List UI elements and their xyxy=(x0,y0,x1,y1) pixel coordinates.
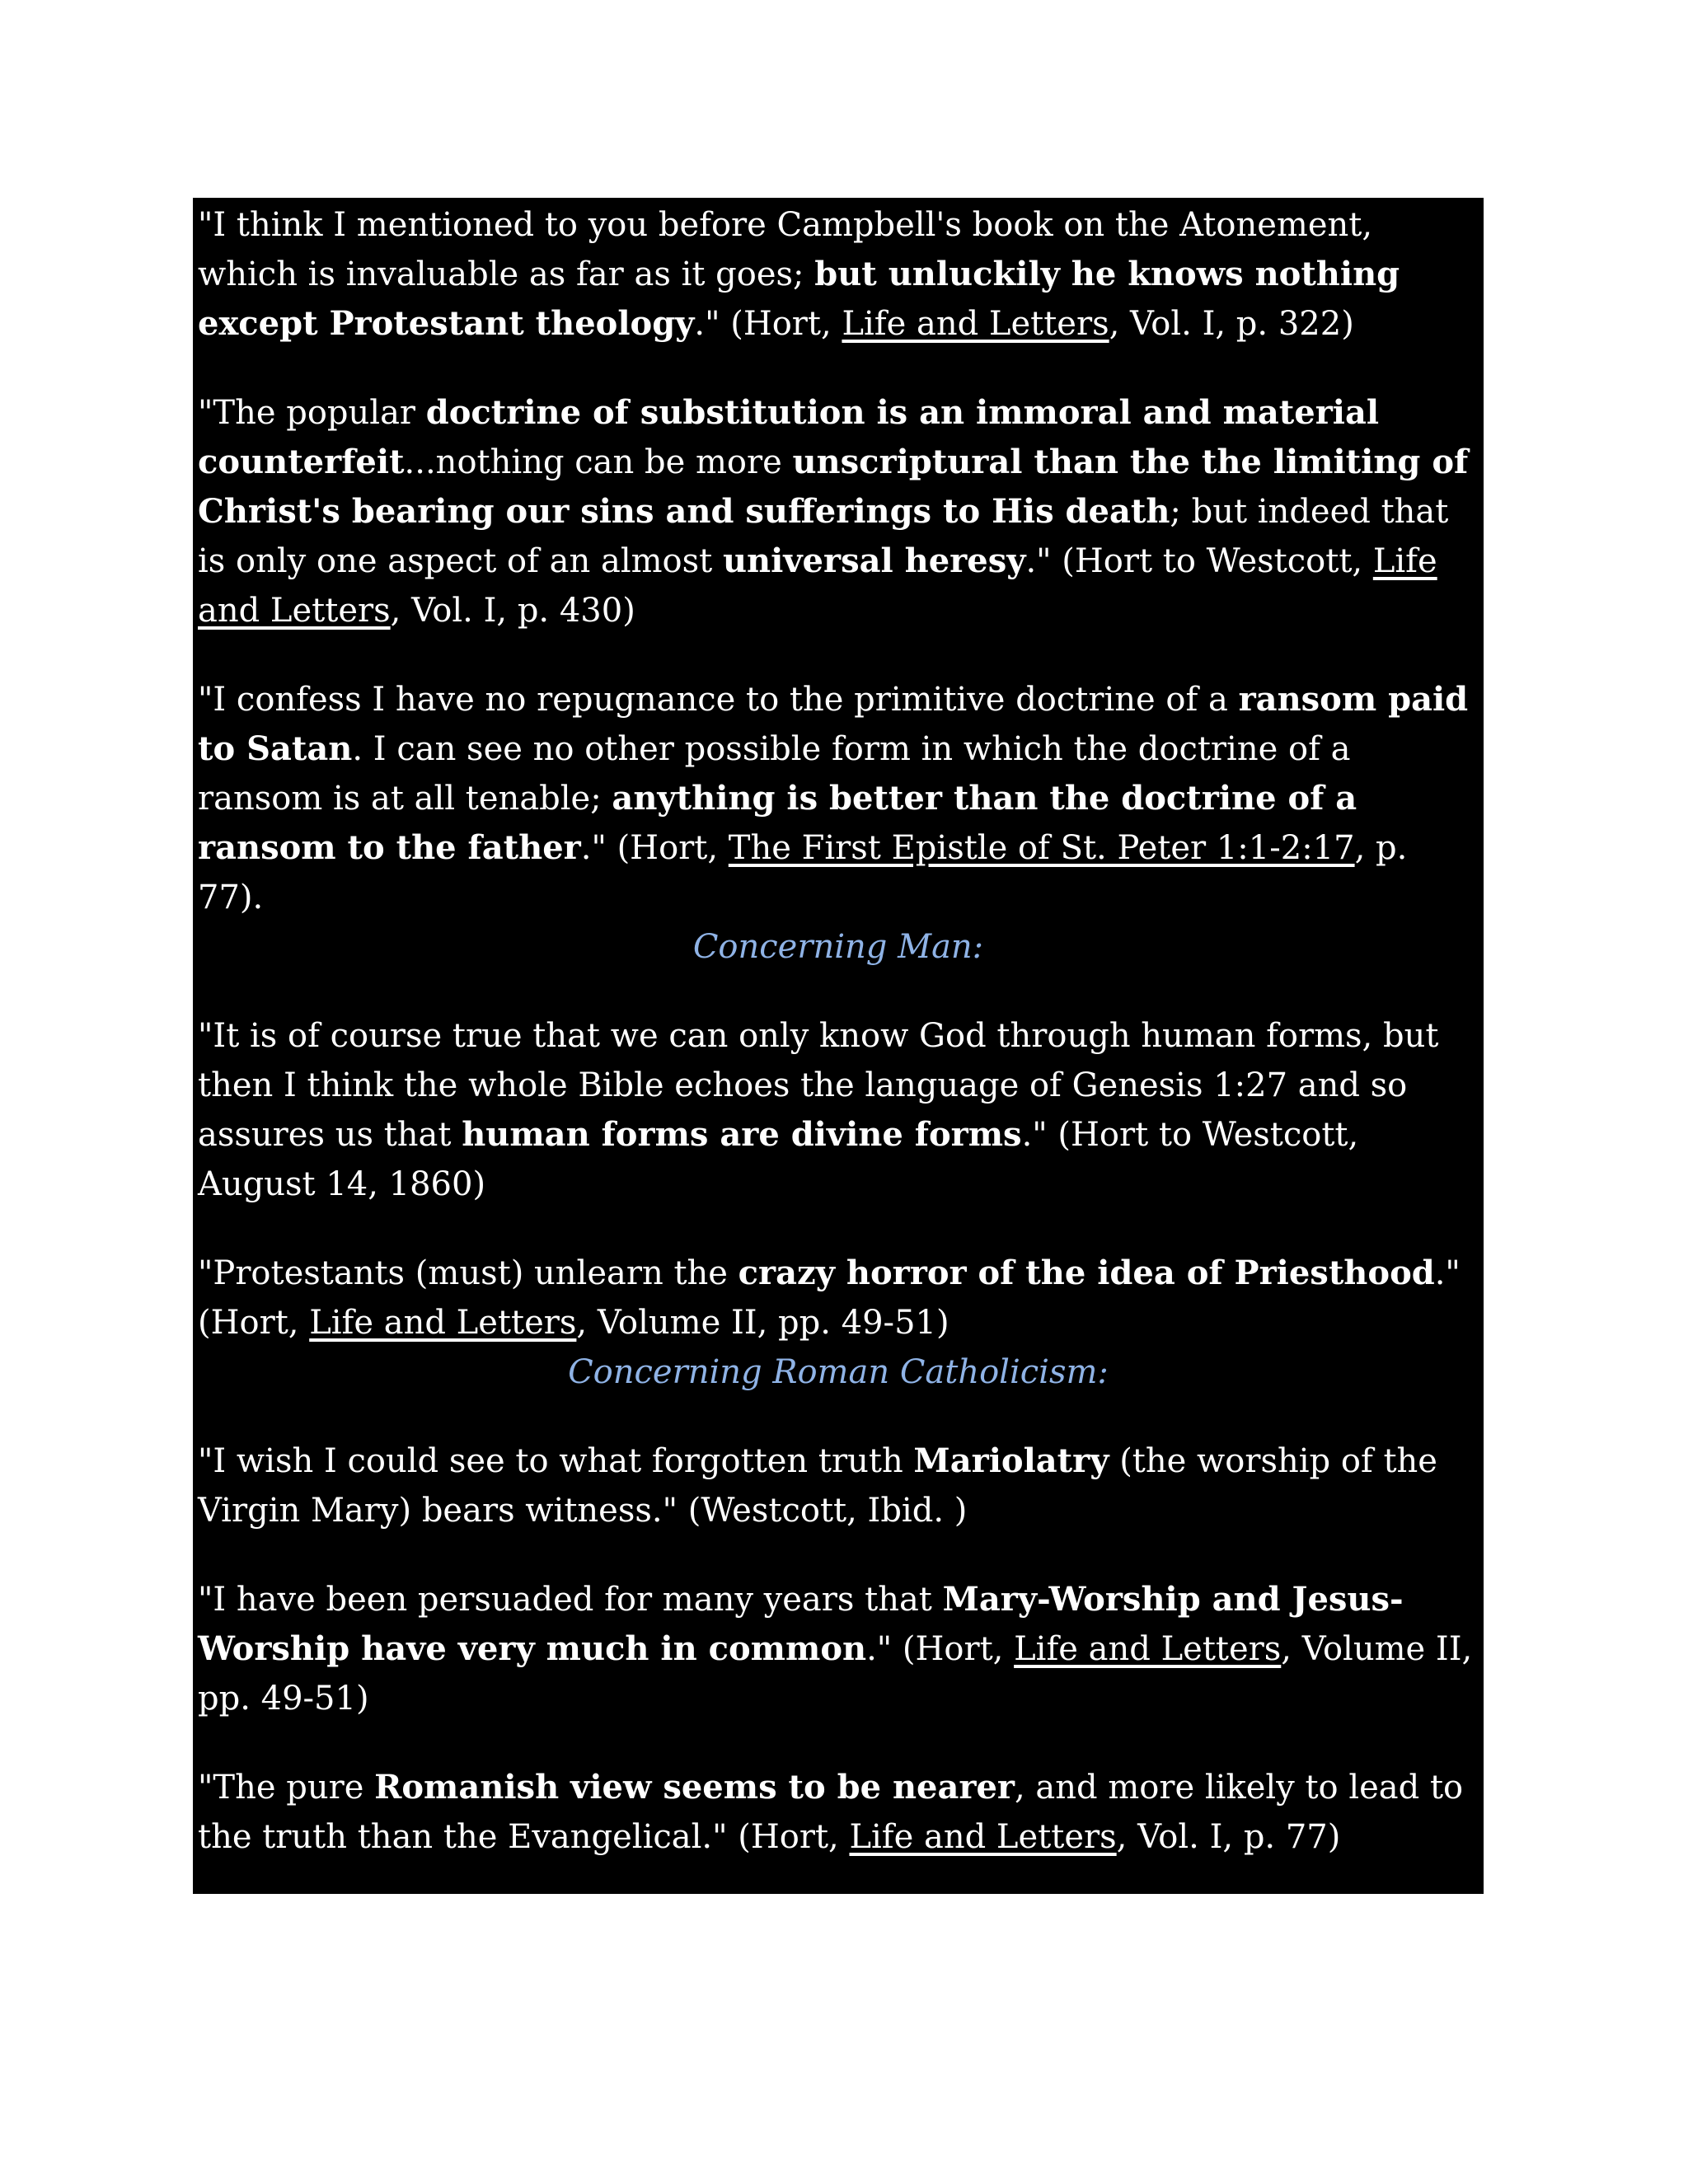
quote-text: ...nothing can be more xyxy=(404,443,793,481)
quote-text: , Vol. I, p. 77) xyxy=(1116,1818,1341,1856)
emphasis-text: Mariolatry xyxy=(913,1441,1109,1480)
citation-title: Life and Letters xyxy=(198,542,1437,630)
quote-text: , p. 77). xyxy=(198,829,1408,916)
quote-text: "I wish I could see to what forgotten truth xyxy=(198,1442,914,1480)
quote-text: "Protestants (must) unlearn the xyxy=(198,1254,738,1292)
quotes-man xyxy=(198,1011,1479,1347)
quote-text: "The popular xyxy=(198,394,426,432)
quote-text: , Volume II, pp. 49-51) xyxy=(576,1304,950,1342)
quote-text: . I can see no other possible form in which the doctrine of a ransom is at all tenable; xyxy=(198,730,1351,818)
quote-q6 xyxy=(198,1436,1479,1535)
quote-block xyxy=(193,198,1484,1894)
quotes-roman-catholicism xyxy=(198,1436,1479,1862)
citation-title: Life and Letters xyxy=(842,305,1109,343)
emphasis-text: unscriptural than the the limiting of Christ's bearing our sins and sufferings to His death xyxy=(198,443,1469,531)
citation-title: Life and Letters xyxy=(849,1818,1117,1856)
quote-text: "I confess I have no repugnance to the primitive doctrine of a xyxy=(198,681,1239,719)
emphasis-text: universal heresy xyxy=(722,541,1026,580)
quote-q5 xyxy=(198,1249,1479,1347)
quote-text: "It is of course true that we can only know God through human forms, but then I think the whole Bible echoes the language of Genesis 1:27 and so assures us that xyxy=(198,1017,1439,1154)
quote-text: , Volume II, pp. 49-51) xyxy=(198,1630,1473,1718)
quote-text: (the worship of the Virgin Mary) bears witness." (Westcott, Ibid. ) xyxy=(198,1442,1437,1530)
quote-text: , and more likely to lead to the truth than the Evangelical." (Hort, xyxy=(198,1769,1464,1856)
quote-text: ." (Hort, xyxy=(866,1630,1015,1668)
emphasis-text: ransom paid to Satan xyxy=(198,680,1469,768)
quote-q7 xyxy=(198,1575,1479,1723)
quote-text: , Vol. I, p. 322) xyxy=(1109,305,1354,343)
quote-text: ." (Hort, xyxy=(694,305,842,343)
quote-text: ; but indeed that is only one aspect of an almost xyxy=(198,493,1449,580)
quotes-atonement xyxy=(198,200,1479,922)
quote-text: ." (Hort to Westcott, xyxy=(1025,542,1373,580)
citation-title: Life and Letters xyxy=(309,1304,577,1342)
emphasis-text: anything is better than the doctrine of a ransom to the father xyxy=(198,779,1357,867)
citation-title: Life and Letters xyxy=(1014,1630,1282,1668)
quote-q2 xyxy=(198,388,1479,635)
quote-q8 xyxy=(198,1763,1479,1862)
quote-text: "I have been persuaded for many years that xyxy=(198,1581,943,1619)
heading-concerning-roman-catholicism: Concerning Roman Catholicism: xyxy=(568,1353,1109,1391)
quote-text: , Vol. I, p. 430) xyxy=(390,592,635,630)
emphasis-text: crazy horror of the idea of Priesthood xyxy=(738,1254,1435,1292)
quote-q4 xyxy=(198,1011,1479,1209)
quote-q3 xyxy=(198,675,1479,922)
heading-concerning-man: Concerning Man: xyxy=(692,928,984,966)
emphasis-text: but unluckily he knows nothing except Protestant theology xyxy=(198,255,1400,343)
quote-text: ." (Hort to Westcott, August 14, 1860) xyxy=(198,1116,1359,1203)
quote-text: ." (Hort, xyxy=(580,829,729,867)
quote-q1 xyxy=(198,200,1479,349)
emphasis-text: doctrine of substitution is an immoral and material counterfeit xyxy=(198,393,1380,481)
emphasis-text: human forms are divine forms xyxy=(462,1115,1022,1154)
quote-text: "The pure xyxy=(198,1769,375,1807)
emphasis-text: Romanish view seems to be nearer xyxy=(374,1768,1015,1807)
quote-text: "I think I mentioned to you before Campbell's book on the Atonement, which is invaluable as far as it goes; xyxy=(198,206,1373,293)
emphasis-text: Mary-Worship and Jesus-Worship have very much in common xyxy=(198,1580,1404,1668)
citation-title: The First Epistle of St. Peter 1:1-2:17 xyxy=(728,829,1355,867)
quote-text: ." (Hort, xyxy=(198,1254,1461,1342)
